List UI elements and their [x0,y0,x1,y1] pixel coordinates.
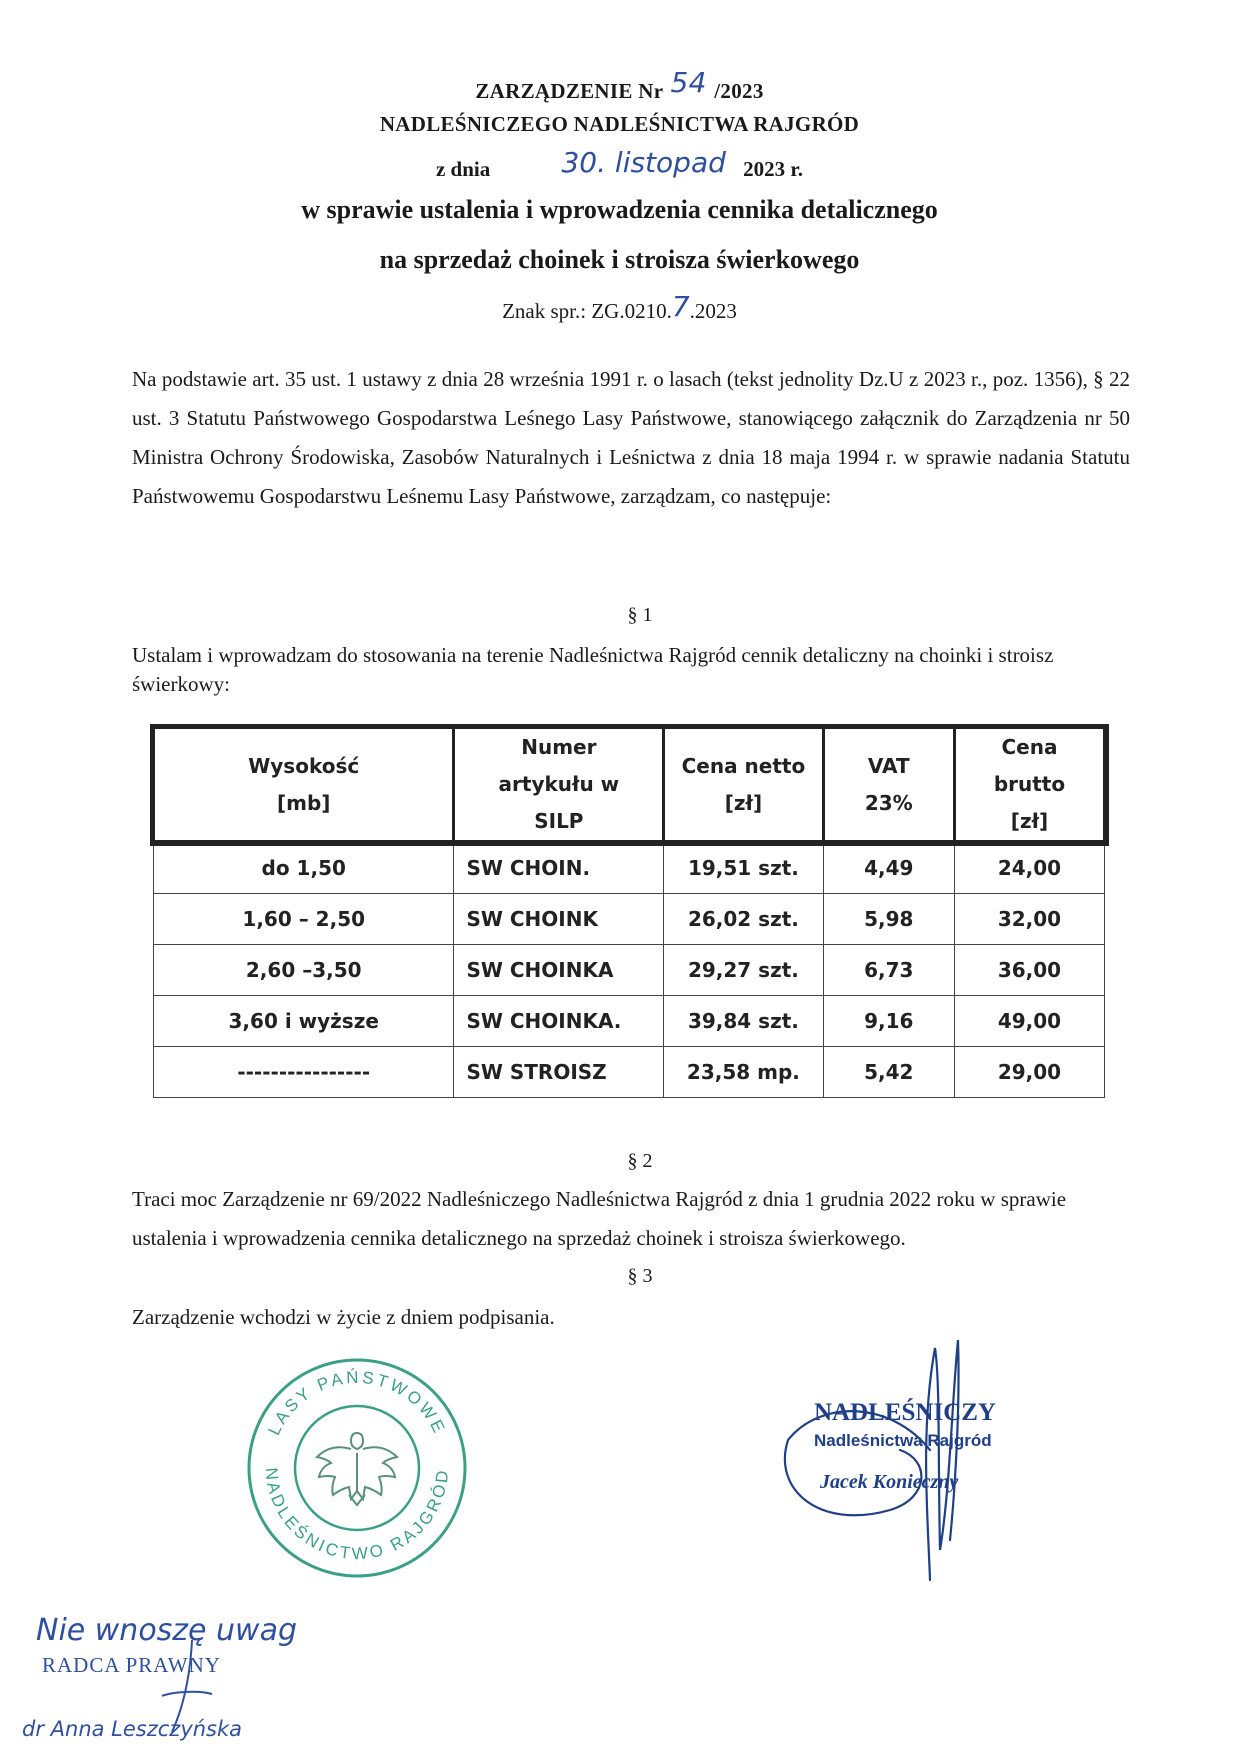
cell-gross: 24,00 [954,842,1104,894]
cell-height: ---------------- [154,1047,454,1098]
header-article-line-3: SILP [534,809,584,833]
legal-basis-paragraph: Na podstawie art. 35 ust. 1 ustawy z dnia 28 września 1991 r. o lasach (tekst jednolity Dz.U z 2023 r., poz. 1356), § 22 ust. 3 Statutu Państwowego Gospodarstwa Leśnego Lasy Państwowe, stanowiącego załącznik do Zarządzenia nr 50 Ministra Ochrony Środowiska, Zasobów Naturalnych i Leśnictwa z dnia 18 maja 1994 r. w sprawie nadania Statutu Państwowemu Gospodarstwu Leśnemu Lasy Państwowe, zarządzam, co następuje: [132,367,1130,508]
date-prefix: z dnia [435,157,491,181]
legal-name: dr Anna Leszczyńska [22,1717,243,1741]
header-vat [823,728,954,842]
cell-net: 29,27 szt. [664,945,823,996]
cell-net: 26,02 szt. [664,894,823,945]
date-suffix: 2023 r. [743,157,804,181]
date-line [0,146,1239,183]
title-suffix: /2023 [714,79,764,103]
cell-vat: 9,16 [823,996,954,1047]
handwritten-case-number: 7 [671,290,690,323]
table-row [154,894,1105,945]
table-row [154,945,1105,996]
cell-gross: 36,00 [954,945,1104,996]
section-2-mark: § 2 [627,1150,653,1172]
case-prefix: Znak spr.: ZG.0210. [502,299,672,323]
section-3-mark: § 3 [627,1265,653,1287]
header-article-line-1: Numer [521,735,597,759]
cell-net: 23,58 mp. [664,1047,823,1098]
header-article [454,728,664,842]
cell-vat: 5,42 [823,1047,954,1098]
subject-line-1: w sprawie ustalenia i wprowadzenia cennika detalicznego [301,195,938,224]
header-net-price [664,728,823,842]
section-1-mark: § 1 [627,604,653,626]
header-gross-line-1: Cena [1001,735,1058,759]
section-2-text: Traci moc Zarządzenie nr 69/2022 Nadleśniczego Nadleśnictwa Rajgród z dnia 1 grudnia 2022 roku w sprawie ustalenia i wprowadzenia cennika detalicznego na sprzedaż choinek i stroisza świerkowego. [132,1187,1067,1250]
signatory-name: Jacek Konieczny [820,1471,959,1493]
seal-bottom-textpath: NADLEŚNICTWO RAJGRÓD [261,1466,453,1564]
eagle-emblem-icon [317,1433,397,1505]
handwritten-date: 30. listopad [561,146,726,179]
table-header-row [154,728,1105,842]
cell-vat: 4,49 [823,842,954,894]
section-3-text: Zarządzenie wchodzi w życie z dniem podpisania. [132,1305,555,1329]
cell-height: do 1,50 [154,842,454,894]
issuer-line: NADLEŚNICZEGO NADLEŚNICTWA RAJGRÓD [379,112,860,136]
header-gross-line-2: brutto [993,772,1066,796]
round-seal-stamp [244,1355,470,1581]
header-net-line-2: [zł] [724,790,763,815]
signatory-stamp [780,1340,1030,1590]
table-row [154,842,1105,894]
price-table [152,726,1106,1098]
cell-article: SW CHOIN. [454,842,664,894]
cell-height: 2,60 –3,50 [154,945,454,996]
handwritten-legal-note: Nie wnoszę uwag [36,1613,298,1648]
table-row [154,1047,1105,1098]
cell-article: SW STROISZ [454,1047,664,1098]
table-row [154,996,1105,1047]
header-gross-price [954,728,1104,842]
header-height [154,728,454,842]
handwritten-signature-icon [785,1340,959,1580]
cell-gross: 29,00 [954,1047,1104,1098]
cell-vat: 5,98 [823,894,954,945]
legal-adviser-stamp [22,1600,362,1750]
cell-article: SW CHOINKA. [454,996,664,1047]
seal-top-text [264,1368,449,1438]
order-title [0,66,1239,105]
header-height-line-1: Wysokość [248,753,360,778]
legal-role: RADCA PRAWNY [42,1653,221,1677]
cell-height: 1,60 – 2,50 [154,894,454,945]
case-suffix: .2023 [689,299,737,323]
cell-gross: 49,00 [954,996,1104,1047]
header-net-line-1: Cena netto [681,753,806,778]
cell-net: 19,51 szt. [664,842,823,894]
header-gross-line-3: [zł] [1010,809,1049,833]
seal-top-textpath: LASY PAŃSTWOWE [264,1367,450,1439]
header-height-line-2: [mb] [277,790,331,815]
signatory-unit: Nadleśnictwa Rajgród [814,1431,992,1450]
case-reference [0,292,1239,325]
section-1-text: Ustalam i wprowadzam do stosowania na terenie Nadleśnictwa Rajgród cennik detaliczny na choinki i stroisz świerkowy: [132,643,1054,696]
cell-net: 39,84 szt. [664,996,823,1047]
handwritten-order-number: 54 [670,66,707,99]
cell-gross: 32,00 [954,894,1104,945]
header-vat-line-2: 23% [864,790,913,815]
cell-article: SW CHOINK [454,894,664,945]
subject-line-2: na sprzedaż choinek i stroisza świerkowego [379,245,860,274]
cell-vat: 6,73 [823,945,954,996]
header-vat-line-1: VAT [867,753,910,778]
cell-height: 3,60 i wyższe [154,996,454,1047]
cell-article: SW CHOINKA [454,945,664,996]
signatory-title: NADLEŚNICZY [814,1399,996,1426]
header-article-line-2: artykułu w [498,772,620,796]
title-prefix: ZARZĄDZENIE Nr [475,79,663,103]
